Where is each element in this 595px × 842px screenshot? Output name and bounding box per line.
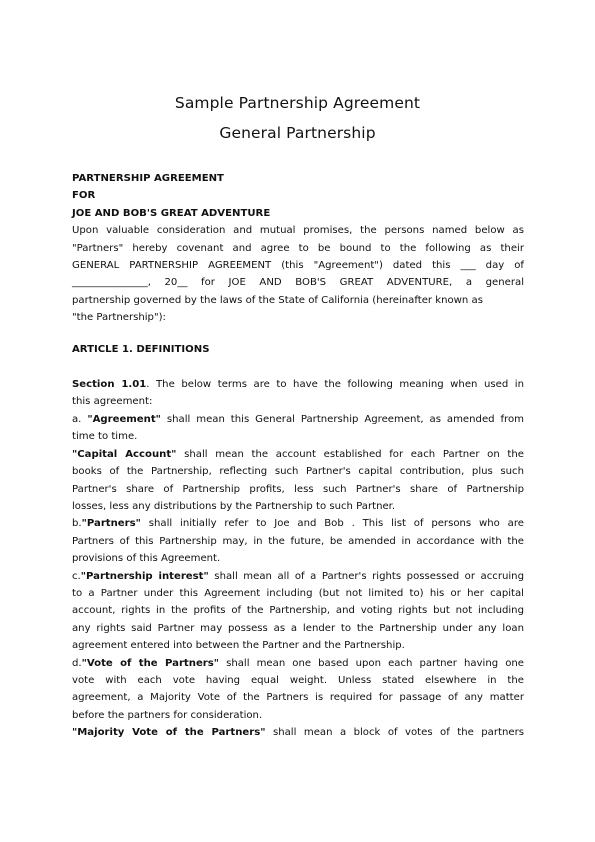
definition-line: Partner's share of Partnership profits, less such Partner's share of Partnership [72,483,524,495]
definition-line: time to time. [72,431,138,443]
definition-line: to a Partner under this Agreement including (but not limited to) his or her capital [72,587,524,599]
intro-line: _______________, 20__ for JOE AND BOB'S GREAT ADVENTURE, a general [72,277,524,289]
definition-line: a. "Agreement" shall mean this General Partnership Agreement, as amended from [72,413,524,425]
definition-partners [72,515,524,567]
intro-line: "the Partnership"): [72,312,166,324]
definition-agreement [72,411,524,446]
definition-line: vote with each vote having equal weight. Unless stated elsewhere in the [72,674,524,686]
definition-line: c."Partnership interest" shall mean all of a Partner's rights possessed or accruing [72,570,524,582]
definition-term: "Vote of the Partners" [81,657,220,669]
definition-term: "Majority Vote of the Partners" [72,727,266,739]
article-1-heading: ARTICLE 1. DEFINITIONS [72,343,210,355]
intro-line: GENERAL PARTNERSHIP AGREEMENT (this "Agreement") dated this ___ day of [72,260,524,272]
definition-line: before the partners for consideration. [72,709,263,721]
definition-line: "Capital Account" shall mean the account established for each Partner on the [72,448,524,460]
definition-term: "Capital Account" [72,448,177,460]
heading-line-2: FOR [72,190,96,202]
section-label: Section 1.01 [72,379,147,391]
heading-line-1: PARTNERSHIP AGREEMENT [72,173,224,184]
intro-paragraph [72,222,524,326]
definition-line: d."Vote of the Partners" shall mean one based upon each partner having one [72,657,524,669]
definition-line: account, rights in the profits of the Partnership, and voting rights but not including [72,605,524,617]
section-1-01 [72,376,524,411]
definition-vote-of-partners [72,655,524,725]
definition-line: any rights said Partner may possess as a lender to the Partnership under any loan [72,622,524,634]
definition-line: Partners of this Partnership may, in the future, be amended in accordance with the [72,535,524,547]
definition-line: agreement entered into between the Partner and the Partnership. [72,640,405,652]
intro-line: "Partners" hereby covenant and agree to be bound to the following as their [72,242,524,254]
intro-line: partnership governed by the laws of the State of California (hereinafter known as [72,294,483,306]
definition-term: "Agreement" [87,413,161,425]
heading-line-3: JOE AND BOB'S GREAT ADVENTURE [72,207,271,219]
definition-term: "Partnership interest" [80,570,209,582]
definition-capital-account [72,446,524,516]
definition-partnership-interest [72,568,524,655]
definition-line: "Majority Vote of the Partners" shall mean a block of votes of the partners [72,727,524,739]
definition-term: "Partners" [81,518,141,530]
document-body [72,170,524,742]
definition-line: losses, less any distributions by the Partnership to such Partner. [72,500,396,512]
definition-line: books of the Partnership, reflecting such Partner's capital contribution, plus such [72,466,524,478]
document-subtitle: General Partnership [219,124,376,142]
definition-line: b."Partners" shall initially refer to Joe and Bob . This list of persons who are [72,518,524,530]
definition-majority-vote [72,724,524,741]
section-line: this agreement: [72,396,153,408]
definition-line: agreement, a Majority Vote of the Partners is required for passage of any matter [72,692,524,704]
document-title: Sample Partnership Agreement [174,94,421,112]
definition-line: provisions of this Agreement. [72,553,221,565]
intro-line: Upon valuable consideration and mutual promises, the persons named below as [72,225,524,237]
section-line: Section 1.01. The below terms are to have the following meaning when used in [72,379,524,391]
